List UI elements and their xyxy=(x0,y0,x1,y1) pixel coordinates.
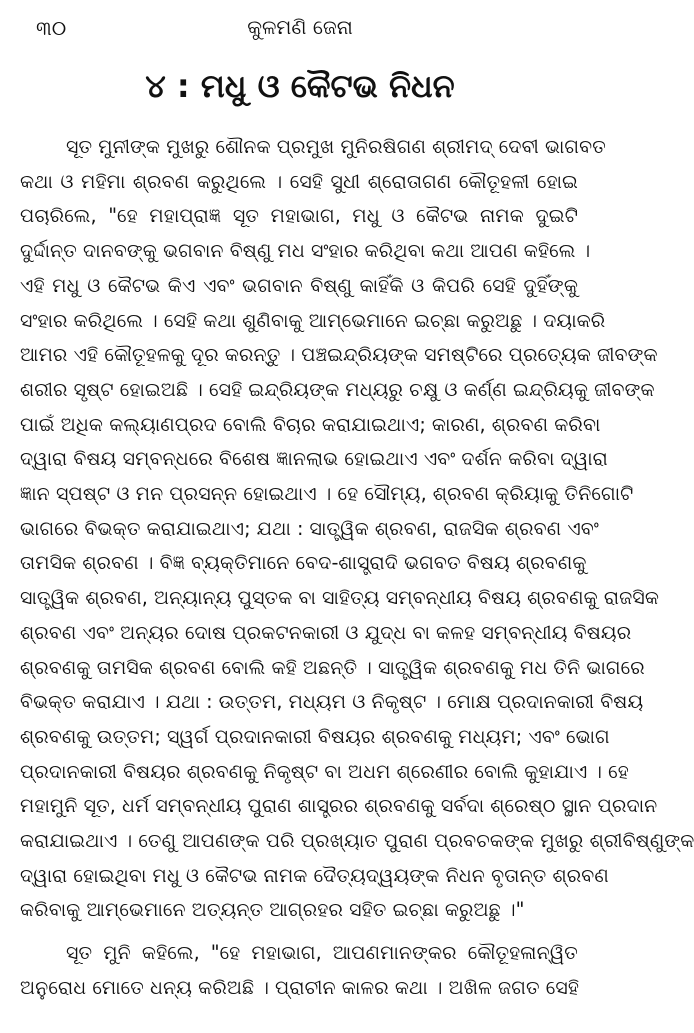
text-line: ପାଇଁ ଅଧିକ କଲ୍ୟାଣପ୍ରଦ ବୋଲି ବିଚାର କରାଯାଇଥାଏ; କାରଣ, ଶ୍ରବଣ କରିବା xyxy=(20,412,601,436)
text-line: କରିବାକୁ ଆମ୍ଭେମାନେ ଅତ୍ୟନ୍ତ ଆଗ୍ରହର ସହିତ ଇଚ୍ଛା କରୁଅଛୁ ।" xyxy=(20,898,525,922)
body-text xyxy=(20,130,694,1006)
text-line: ଶରୀର ସୃଷ୍ଟ ହୋଇଅଛି । ସେହି ଇନ୍ଦ୍ରିୟଙ୍କ ମଧ୍ୟରୁ ଚକ୍ଷୁ ଓ କର୍ଣ୍ଣ ଇନ୍ଦ୍ରିୟକୁ ଜୀବଙ୍କ xyxy=(20,377,655,401)
text-line: ସଂହାର କରିଥିଲେ । ସେହି କଥା ଶୁଣିବାକୁ ଆମ୍ଭେମାନେ ଇଚ୍ଛା କରୁଅଛୁ । ଦୟାକରି xyxy=(20,308,606,332)
text-line: ଶ୍ରବଣକୁ ତାମସିକ ଶ୍ରବଣ ବୋଲି କହି ଅଛନ୍ତି । ସାତ୍ତ୍ୱିକ ଶ୍ରବଣକୁ ମଧ ତିନି ଭାଗରେ xyxy=(20,655,645,679)
text-line: କଥା ଓ ମହିମା ଶ୍ରବଣ କରୁଥିଲେ । ସେହି ସୁଧୀ ଶ୍ରୋତାଗଣ କୌତୂହଳୀ ହୋଇ xyxy=(20,169,578,193)
text-line: ଦ୍ୱାରା ହୋଇଥିବା ମଧୁ ଓ କୈଟଭ ନାମକ ଦୈତ୍ୟଦ୍ୱୟଙ୍କ ନିଧନ ବୃତାନ୍ତ ଶ୍ରବଣ xyxy=(20,863,609,887)
text-line: ସାତ୍ତ୍ୱିକ ଶ୍ରବଣ, ଅନ୍ୟାନ୍ୟ ପୁସ୍ତକ ବା ସାହିତ୍ୟ ସମ୍ବନ୍ଧୀୟ ବିଷୟ ଶ୍ରବଣକୁ ରାଜସିକ xyxy=(20,586,660,610)
text-line: ତାମସିକ ଶ୍ରବଣ । ବିଜ୍ଞ ବ୍ୟକ୍ତିମାନେ ବେଦ-ଶାସ୍ତ୍ରାଦି ଭଗବତ ବିଷୟ ଶ୍ରବଣକୁ xyxy=(20,551,587,575)
text-line: ସୂତ ମୁନି କହିଲେ, "ହେ ମହାଭାଗ, ଆପଣମାନଙ୍କର କୌତୂହଳାନ୍ୱିତ xyxy=(66,941,578,965)
text-line: ଏହି ମଧୁ ଓ କୈଟଭ କିଏ ଏବଂ ଭଗବାନ ବିଷ୍ଣୁ କାହିଁକି ଓ କିପରି ସେହି ଦୁହିଁଙ୍କୁ xyxy=(20,273,578,297)
chapter-title: ୪ : ମଧୁ ଓ କୈଟଭ ନିଧନ xyxy=(145,67,455,105)
text-line: କରାଯାଇଥାଏ । ତେଣୁ ଆପଣଙ୍କ ପରି ପ୍ରଖ୍ୟାତ ପୁରାଣ ପ୍ରବଚକଙ୍କ ମୁଖରୁ ଶ୍ରୀବିଷ୍ଣୁଙ୍କ xyxy=(20,829,694,853)
text-line: ପ୍ରଦାନକାରୀ ବିଷୟର ଶ୍ରବଣକୁ ନିକୃଷ୍ଟ ବା ଅଧମ ଶ୍ରେଣୀର ବୋଲି କୁହାଯାଏ । ହେ xyxy=(20,759,629,783)
text-line: ଜ୍ଞାନ ସ୍ପଷ୍ଟ ଓ ମନ ପ୍ରସନ୍ନ ହୋଇଥାଏ । ହେ ସୌମ୍ୟ, ଶ୍ରବଣ କ୍ରିୟାକୁ ତିନିଗୋଟି xyxy=(20,482,634,506)
paragraph-2 xyxy=(20,936,578,1005)
text-line: ଅନୁରୋଧ ମୋତେ ଧନ୍ୟ କରିଅଛି । ପ୍ରାଚୀନ କାଳର କଥା । ଅଖିଳ ଜଗତ ସେହି xyxy=(20,975,580,999)
paragraph-gap xyxy=(20,928,578,936)
text-line: ଦ୍ୱାରା ବିଷୟ ସମ୍ବନ୍ଧରେ ବିଶେଷ ଜ୍ଞାନଲାଭ ହୋଇଥାଏ ଏବଂ ଦର୍ଶନ କରିବା ଦ୍ୱାରା xyxy=(20,447,608,471)
text-line: ସୂତ ମୁନୀଙ୍କ ମୁଖରୁ ଶୌନକ ପ୍ରମୁଖ ମୁନିରଷିଗଣ ଶ୍ରୀମଦ୍ ଦେବୀ ଭାଗବତ xyxy=(66,135,606,158)
text-line: ଭାଗରେ ବିଭକ୍ତ କରାଯାଇଥାଏ; ଯଥା : ସାତ୍ତ୍ୱିକ ଶ୍ରବଣ, ରାଜସିକ ଶ୍ରବଣ ଏବଂ xyxy=(20,516,599,540)
text-line: ଶ୍ରବଣକୁ ଉତ୍ତମ; ସ୍ୱର୍ଗ ପ୍ରଦାନକାରୀ ବିଷୟର ଶ୍ରବଣକୁ ମଧ୍ୟମ; ଏବଂ ଭୋଗ xyxy=(20,724,610,748)
running-head: କୁଳମଣି ଜେନା xyxy=(247,15,353,39)
text-line: ବିଭକ୍ତ କରାଯାଏ । ଯଥା : ଉତ୍ତମ, ମଧ୍ୟମ ଓ ନିକୃଷ୍ଟ । ମୋକ୍ଷ ପ୍ରଦାନକାରୀ ବିଷୟ xyxy=(20,690,644,714)
text-line: ଶ୍ରବଣ ଏବଂ ଅନ୍ୟର ଦୋଷ ପ୍ରକଟନକାରୀ ଓ ଯୁଦ୍ଧ ବା କଳହ ସମ୍ବନ୍ଧୀୟ ବିଷୟର xyxy=(20,620,632,644)
text-line: ପଚାରିଲେ, "ହେ ମହାପ୍ରାଜ୍ଞ ସୂତ ମହାଭାଗ, ମଧୁ ଓ କୈଟଭ ନାମକ ଦୁଇଟି xyxy=(20,204,578,228)
text-line: ଦୁର୍ଦ୍ଦାନ୍ତ ଦାନବଙ୍କୁ ଭଗବାନ ବିଷ୍ଣୁ ମଧ ସଂହାର କରିଥିବା କଥା ଆପଣ କହିଲେ । xyxy=(20,239,591,263)
paragraph-1 xyxy=(20,130,694,928)
text-line: ଆମର ଏହି କୌତୂହଳକୁ ଦୂର କରନ୍ତୁ । ପଞ୍ଚଇନ୍ଦ୍ରିୟଙ୍କ ସମଷ୍ଟିରେ ପ୍ରତ୍ୟେକ ଜୀବଙ୍କ xyxy=(20,343,658,367)
page-number: ୩୦ xyxy=(36,16,67,40)
page-header xyxy=(18,0,582,44)
text-line: ମହାମୁନି ସୂତ, ଧର୍ମ ସମ୍ବନ୍ଧୀୟ ପୁରାଣ ଶାସ୍ତ୍ରର ଶ୍ରବଣକୁ ସର୍ବଦା ଶ୍ରେଷ୍ଠ ସ୍ଥାନ ପ୍ରଦାନ xyxy=(20,794,658,818)
